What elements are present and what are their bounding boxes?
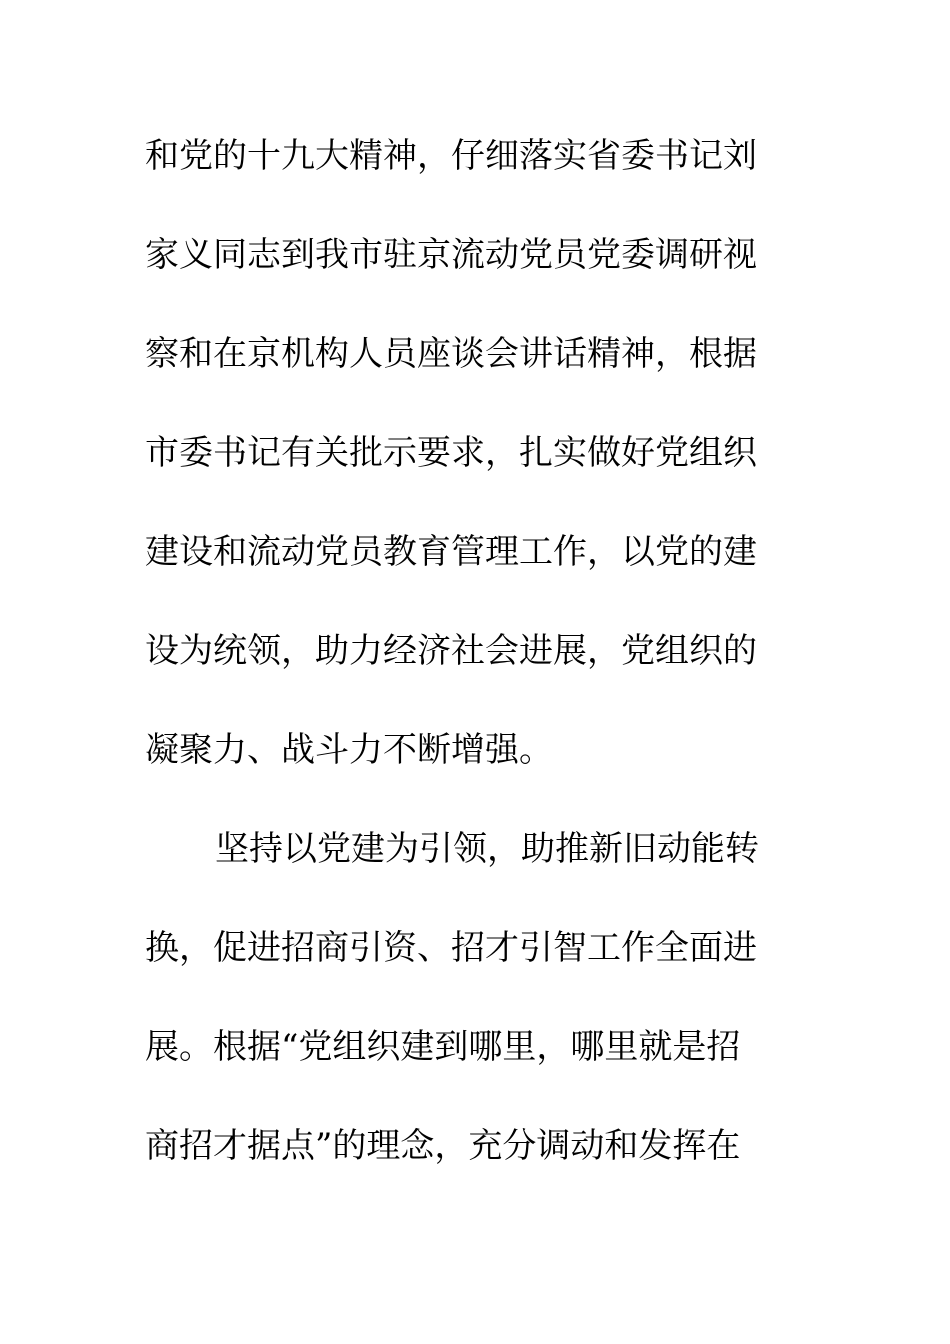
body-text-line: 察和在京机构人员座谈会讲话精神，根据 <box>145 334 757 374</box>
body-text-line: 商招才据点”的理念，充分调动和发挥在 <box>145 1126 741 1166</box>
body-text-line: 和党的十九大精神，仔细落实省委书记刘 <box>145 136 757 176</box>
body-text-line: 展。根据“党组织建到哪里，哪里就是招 <box>145 1027 741 1067</box>
body-text-line: 家义同志到我市驻京流动党员党委调研视 <box>145 235 757 275</box>
body-text-line: 建设和流动党员教育管理工作，以党的建 <box>145 532 757 572</box>
body-text-line: 凝聚力、战斗力不断增强。 <box>145 730 553 770</box>
body-text-line: 市委书记有关批示要求，扎实做好党组织 <box>145 433 757 473</box>
body-text-line: 坚持以党建为引领，助推新旧动能转 <box>215 829 759 869</box>
body-text-line: 换，促进招商引资、招才引智工作全面进 <box>145 928 757 968</box>
body-text-line: 设为统领，助力经济社会进展，党组织的 <box>145 631 757 671</box>
